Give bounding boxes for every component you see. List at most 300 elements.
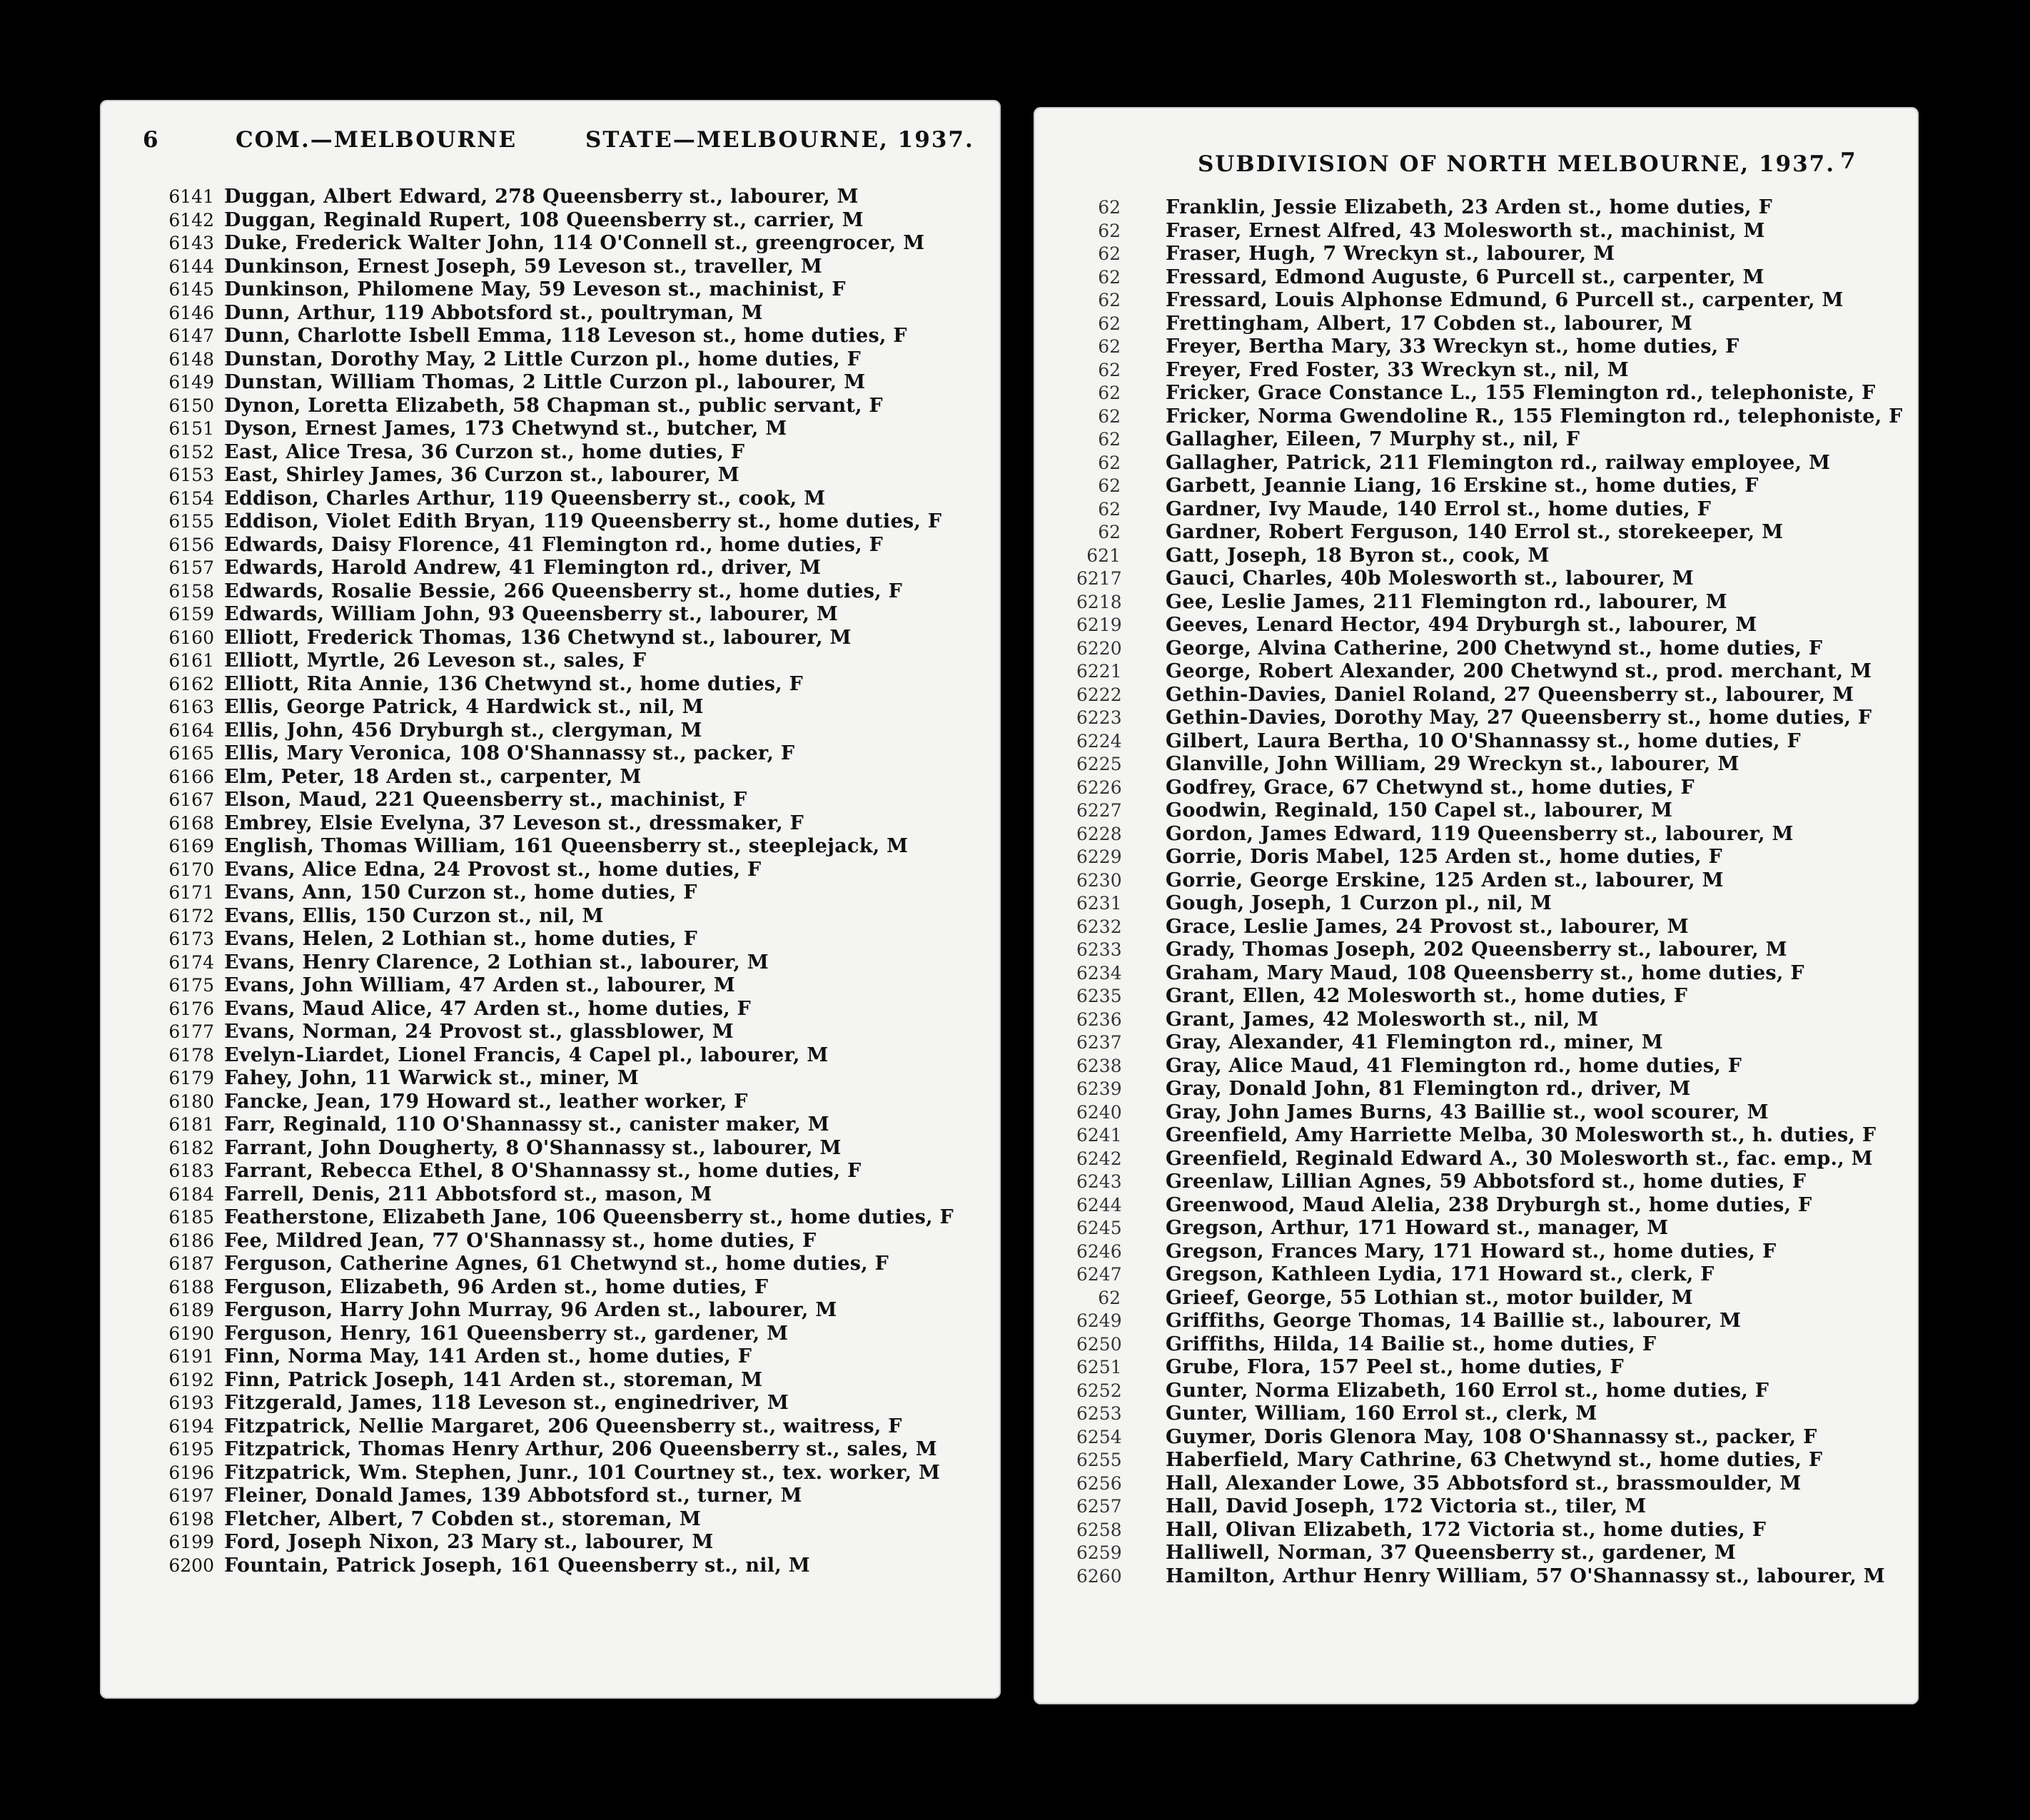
entry-text: Haberfield, Mary Cathrine, 63 Chetwynd st., home duties, F xyxy=(1166,1449,1823,1471)
list-item xyxy=(1076,567,1912,591)
page-number: 6 xyxy=(143,127,160,153)
entry-number: 6220 xyxy=(1076,637,1122,659)
entry-text: Fitzpatrick, Nellie Margaret, 206 Queensberry st., waitress, F xyxy=(224,1415,902,1437)
entry-text: Grube, Flora, 157 Peel st., home duties, F xyxy=(1166,1356,1624,1378)
entry-number: 62 xyxy=(1098,429,1121,450)
entry-number: 6197 xyxy=(168,1485,214,1506)
list-item xyxy=(1076,1356,1912,1380)
entry-number: 6160 xyxy=(168,627,214,648)
entry-number: 6249 xyxy=(1076,1310,1122,1331)
entry-number: 6231 xyxy=(1076,893,1122,914)
entry-text: Fitzpatrick, Thomas Henry Arthur, 206 Queensberry st., sales, M xyxy=(224,1438,937,1460)
entry-number: 6233 xyxy=(1076,939,1122,960)
list-item xyxy=(1076,916,1912,939)
entry-text: Eddison, Violet Edith Bryan, 119 Queensberry st., home duties, F xyxy=(224,510,942,532)
entry-text: Gunter, William, 160 Errol st., clerk, M xyxy=(1166,1402,1597,1425)
entry-number: 6190 xyxy=(168,1323,214,1344)
left-page xyxy=(100,100,1001,1699)
list-item xyxy=(150,1021,992,1044)
entry-text: Farr, Reginald, 110 O'Shannassy st., canister maker, M xyxy=(224,1113,829,1136)
entry-text: Evans, Ann, 150 Curzon st., home duties, F xyxy=(224,881,697,904)
list-item xyxy=(150,371,992,395)
entry-text: Finn, Norma May, 141 Arden st., home duties, F xyxy=(224,1345,752,1367)
list-item xyxy=(150,881,992,905)
list-item xyxy=(150,627,992,650)
list-item xyxy=(1076,545,1912,568)
entry-number: 6148 xyxy=(168,348,214,370)
entry-number: 6195 xyxy=(168,1439,214,1460)
list-item xyxy=(1076,1449,1912,1472)
list-item xyxy=(150,1531,992,1554)
entry-text: Fletcher, Albert, 7 Cobden st., storeman, M xyxy=(224,1507,702,1530)
entry-text: Elm, Peter, 18 Arden st., carpenter, M xyxy=(224,765,642,788)
list-item xyxy=(150,951,992,975)
entry-text: Edwards, William John, 93 Queensberry st., labourer, M xyxy=(224,603,839,625)
list-item xyxy=(1076,1263,1912,1287)
list-item xyxy=(150,1253,992,1276)
entry-number: 6219 xyxy=(1076,615,1122,635)
list-item xyxy=(150,1369,992,1392)
list-item xyxy=(1076,1055,1912,1078)
entry-number: 6200 xyxy=(168,1554,214,1576)
list-item xyxy=(150,1160,992,1183)
entry-text: Freyer, Fred Foster, 33 Wreckyn st., nil, M xyxy=(1166,358,1629,381)
entry-text: Evans, Ellis, 150 Curzon st., nil, M xyxy=(224,904,604,927)
entry-text: Gunter, Norma Elizabeth, 160 Errol st., home duties, F xyxy=(1166,1379,1769,1402)
entry-text: Ford, Joseph Nixon, 23 Mary st., labourer, M xyxy=(224,1531,714,1553)
entry-number: 6252 xyxy=(1076,1380,1122,1401)
entry-number: 6189 xyxy=(168,1300,214,1320)
entry-text: Greenlaw, Lillian Agnes, 59 Abbotsford st., home duties, F xyxy=(1166,1171,1807,1193)
entry-number: 6178 xyxy=(168,1044,214,1066)
list-item xyxy=(150,719,992,743)
entry-number: 6258 xyxy=(1076,1519,1122,1540)
entry-text: Grieef, George, 55 Lothian st., motor builder, M xyxy=(1166,1286,1693,1309)
entry-number: 6176 xyxy=(168,998,214,1019)
entry-text: Dunstan, William Thomas, 2 Little Curzon pl., labourer, M xyxy=(224,371,866,393)
entry-text: Freyer, Bertha Mary, 33 Wreckyn st., home duties, F xyxy=(1166,335,1739,358)
entry-text: Ferguson, Henry, 161 Queensberry st., gardener, M xyxy=(224,1322,789,1345)
entry-number: 62 xyxy=(1098,452,1121,473)
entry-number: 6222 xyxy=(1076,684,1122,705)
entry-text: Griffiths, George Thomas, 14 Baillie st., labourer, M xyxy=(1166,1310,1742,1332)
list-item xyxy=(1076,823,1912,846)
list-item xyxy=(150,1113,992,1137)
list-item xyxy=(1076,1565,1912,1589)
entry-text: Finn, Patrick Joseph, 141 Arden st., storeman, M xyxy=(224,1368,763,1391)
list-item xyxy=(150,348,992,372)
list-item xyxy=(1076,498,1912,522)
list-item xyxy=(1076,452,1912,475)
entry-number: 6247 xyxy=(1076,1264,1122,1285)
list-item xyxy=(150,441,992,465)
entry-number: 6182 xyxy=(168,1137,214,1158)
list-item xyxy=(1076,313,1912,336)
entry-number: 6186 xyxy=(168,1230,214,1251)
entry-text: Ellis, George Patrick, 4 Hardwick st., nil, M xyxy=(224,696,704,718)
entry-number: 6246 xyxy=(1076,1240,1122,1262)
list-item xyxy=(1076,962,1912,986)
entry-number: 6227 xyxy=(1076,800,1122,821)
entry-text: Ferguson, Catherine Agnes, 61 Chetwynd st., home duties, F xyxy=(224,1253,889,1275)
entry-text: Gray, Alice Maud, 41 Flemington rd., home duties, F xyxy=(1166,1054,1742,1077)
list-item xyxy=(1076,1171,1912,1194)
header-title: SUBDIVISION OF NORTH MELBOURNE, 1937. xyxy=(1198,151,1836,177)
entry-number: 6144 xyxy=(168,256,214,277)
entry-number: 6228 xyxy=(1076,823,1122,844)
entry-text: Hall, Alexander Lowe, 35 Abbotsford st., brassmoulder, M xyxy=(1166,1472,1802,1495)
list-item xyxy=(1076,637,1912,661)
entry-number: 6166 xyxy=(168,766,214,787)
entry-number: 6167 xyxy=(168,789,214,810)
list-item xyxy=(1076,1031,1912,1055)
entry-number: 6165 xyxy=(168,743,214,764)
entry-text: Gallagher, Patrick, 211 Flemington rd., railway employee, M xyxy=(1166,451,1831,474)
entry-number: 6199 xyxy=(168,1532,214,1552)
list-item xyxy=(150,696,992,719)
list-item xyxy=(150,1415,992,1439)
entry-number: 6163 xyxy=(168,697,214,717)
entry-number: 62 xyxy=(1098,405,1121,427)
list-item xyxy=(150,1462,992,1485)
entry-text: Farrell, Denis, 211 Abbotsford st., mason, M xyxy=(224,1183,712,1205)
entry-text: Dunstan, Dorothy May, 2 Little Curzon pl., home duties, F xyxy=(224,348,862,370)
right-page xyxy=(1034,107,1919,1704)
entry-text: Hall, Olivan Elizabeth, 172 Victoria st., home duties, F xyxy=(1166,1518,1767,1541)
entry-number: 6173 xyxy=(168,929,214,949)
list-item xyxy=(150,395,992,418)
entry-number: 6196 xyxy=(168,1462,214,1483)
list-item xyxy=(1076,1194,1912,1218)
list-item xyxy=(1076,405,1912,429)
entry-number: 6151 xyxy=(168,418,214,439)
entry-text: Fee, Mildred Jean, 77 O'Shannassy st., home duties, F xyxy=(224,1229,817,1252)
list-item xyxy=(150,812,992,836)
entry-text: Godfrey, Grace, 67 Chetwynd st., home duties, F xyxy=(1166,776,1695,799)
list-item xyxy=(1076,1380,1912,1403)
list-item xyxy=(150,1044,992,1068)
list-item xyxy=(150,649,992,673)
entry-number: 621 xyxy=(1086,545,1121,566)
entry-number: 6174 xyxy=(168,951,214,973)
entry-number: 6259 xyxy=(1076,1542,1122,1563)
list-item xyxy=(1076,382,1912,405)
entry-number: 6260 xyxy=(1076,1565,1122,1587)
entry-number: 6241 xyxy=(1076,1125,1122,1146)
entry-number: 6175 xyxy=(168,975,214,996)
entry-number: 6155 xyxy=(168,511,214,532)
entry-number: 6238 xyxy=(1076,1055,1122,1076)
list-item xyxy=(1076,1472,1912,1496)
list-item xyxy=(1076,359,1912,383)
entry-number: 6187 xyxy=(168,1253,214,1274)
entry-number: 6183 xyxy=(168,1161,214,1181)
entry-number: 62 xyxy=(1098,475,1121,496)
list-item xyxy=(1076,1519,1912,1542)
entry-number: 62 xyxy=(1098,1287,1121,1308)
entry-text: Gee, Leslie James, 211 Flemington rd., labourer, M xyxy=(1166,590,1727,613)
entry-text: Gray, John James Burns, 43 Baillie st., wool scourer, M xyxy=(1166,1101,1769,1123)
entry-number: 6145 xyxy=(168,279,214,300)
entry-text: Hamilton, Arthur Henry William, 57 O'Shannassy st., labourer, M xyxy=(1166,1564,1885,1587)
entry-text: Hall, David Joseph, 172 Victoria st., tiler, M xyxy=(1166,1495,1647,1517)
entry-text: Elliott, Rita Annie, 136 Chetwynd st., home duties, F xyxy=(224,672,804,695)
entry-text: Edwards, Rosalie Bessie, 266 Queensberry st., home duties, F xyxy=(224,580,903,602)
list-item xyxy=(150,278,992,302)
entry-text: Fountain, Patrick Joseph, 161 Queensberry st., nil, M xyxy=(224,1554,810,1577)
entry-text: Dunkinson, Philomene May, 59 Leveson st., machinist, F xyxy=(224,278,846,300)
list-item xyxy=(1076,428,1912,452)
entry-number: 6164 xyxy=(168,719,214,741)
list-item xyxy=(1076,591,1912,615)
entry-number: 6240 xyxy=(1076,1101,1122,1123)
entry-text: Fahey, John, 11 Warwick st., miner, M xyxy=(224,1067,640,1089)
entry-number: 62 xyxy=(1098,336,1121,357)
entry-text: Fressard, Edmond Auguste, 6 Purcell st., carpenter, M xyxy=(1166,266,1764,288)
entry-text: Dynon, Loretta Elizabeth, 58 Chapman st., public servant, F xyxy=(224,394,884,417)
entry-text: Evans, John William, 47 Arden st., labourer, M xyxy=(224,974,736,996)
list-item xyxy=(150,487,992,511)
entry-text: Evans, Alice Edna, 24 Provost st., home duties, F xyxy=(224,858,762,881)
list-item xyxy=(150,464,992,487)
entry-number: 6239 xyxy=(1076,1078,1122,1099)
entry-number: 6242 xyxy=(1076,1148,1122,1169)
entry-text: East, Shirley James, 36 Curzon st., labourer, M xyxy=(224,464,739,486)
list-item xyxy=(150,1067,992,1091)
entry-number: 6180 xyxy=(168,1091,214,1112)
list-item xyxy=(1076,753,1912,777)
entry-number: 6154 xyxy=(168,487,214,509)
entry-text: Edwards, Harold Andrew, 41 Flemington rd., driver, M xyxy=(224,557,822,579)
entry-text: Evelyn-Liardet, Lionel Francis, 4 Capel pl., labourer, M xyxy=(224,1043,829,1066)
entry-number: 6179 xyxy=(168,1068,214,1088)
list-item xyxy=(1076,707,1912,730)
entry-text: Dunn, Arthur, 119 Abbotsford st., poultryman, M xyxy=(224,301,763,324)
entry-text: Eddison, Charles Arthur, 119 Queensberry st., cook, M xyxy=(224,487,826,510)
entry-text: Evans, Henry Clarence, 2 Lothian st., labourer, M xyxy=(224,951,769,974)
entry-text: Greenfield, Reginald Edward A., 30 Molesworth st., fac. emp., M xyxy=(1166,1147,1873,1170)
entry-number: 6236 xyxy=(1076,1008,1122,1030)
list-item xyxy=(1076,1426,1912,1450)
entry-text: Goodwin, Reginald, 150 Capel st., labourer, M xyxy=(1166,799,1673,821)
entry-number: 6217 xyxy=(1076,568,1122,589)
list-item xyxy=(1076,1402,1912,1426)
list-item xyxy=(1076,799,1912,823)
entry-text: English, Thomas William, 161 Queensberry st., steeplejack, M xyxy=(224,835,909,857)
entry-text: Embrey, Elsie Evelyna, 37 Leveson st., dressmaker, F xyxy=(224,812,804,834)
list-item xyxy=(1076,243,1912,266)
entry-number: 6150 xyxy=(168,395,214,416)
entry-text: Evans, Helen, 2 Lothian st., home duties, F xyxy=(224,928,698,950)
entry-text: Grace, Leslie James, 24 Provost st., labourer, M xyxy=(1166,915,1689,938)
list-item xyxy=(150,766,992,789)
entry-text: Fraser, Hugh, 7 Wreckyn st., labourer, M xyxy=(1166,243,1615,265)
list-item xyxy=(1076,614,1912,637)
list-item xyxy=(150,673,992,697)
entry-text: Gregson, Frances Mary, 171 Howard st., home duties, F xyxy=(1166,1240,1777,1263)
entry-text: Grady, Thomas Joseph, 202 Queensberry st., labourer, M xyxy=(1166,939,1787,961)
list-item xyxy=(150,510,992,534)
list-item xyxy=(150,209,992,233)
entry-text: Gilbert, Laura Bertha, 10 O'Shannassy st., home duties, F xyxy=(1166,729,1801,752)
entry-text: Geeves, Lenard Hector, 494 Dryburgh st., labourer, M xyxy=(1166,614,1757,636)
entry-number: 6185 xyxy=(168,1207,214,1228)
entry-text: Fitzgerald, James, 118 Leveson st., enginedriver, M xyxy=(224,1392,789,1414)
list-item xyxy=(150,1230,992,1253)
entry-text: George, Alvina Catherine, 200 Chetwynd st., home duties, F xyxy=(1166,637,1823,659)
entry-text: Gorrie, Doris Mabel, 125 Arden st., home duties, F xyxy=(1166,846,1723,868)
entry-number: 6237 xyxy=(1076,1032,1122,1053)
entry-number: 6156 xyxy=(168,534,214,555)
list-item xyxy=(150,1299,992,1323)
entry-number: 6253 xyxy=(1076,1403,1122,1424)
entry-text: Gregson, Arthur, 171 Howard st., manager, M xyxy=(1166,1217,1669,1239)
entry-number: 6235 xyxy=(1076,986,1122,1006)
list-item xyxy=(150,1345,992,1369)
entry-number: 62 xyxy=(1098,290,1121,310)
entry-number: 6192 xyxy=(168,1369,214,1390)
entry-number: 62 xyxy=(1098,383,1121,403)
list-item xyxy=(150,557,992,580)
entry-number: 6184 xyxy=(168,1183,214,1205)
entry-number: 6245 xyxy=(1076,1218,1122,1238)
list-item xyxy=(1076,660,1912,684)
entry-number: 6188 xyxy=(168,1276,214,1298)
entry-text: Evans, Norman, 24 Provost st., glassblower, M xyxy=(224,1021,734,1043)
entry-number: 6243 xyxy=(1076,1171,1122,1192)
entry-text: Ferguson, Elizabeth, 96 Arden st., home duties, F xyxy=(224,1275,769,1298)
entry-number: 62 xyxy=(1098,197,1121,218)
entry-number: 6162 xyxy=(168,673,214,694)
entry-text: Duke, Frederick Walter John, 114 O'Connell st., greengrocer, M xyxy=(224,232,925,254)
entry-number: 6224 xyxy=(1076,730,1122,752)
entry-text: Fancke, Jean, 179 Howard st., leather worker, F xyxy=(224,1090,748,1113)
entry-number: 6191 xyxy=(168,1346,214,1367)
entry-number: 62 xyxy=(1098,266,1121,288)
entry-text: Fitzpatrick, Wm. Stephen, Junr., 101 Courtney st., tex. worker, M xyxy=(224,1461,941,1484)
list-item xyxy=(150,1206,992,1230)
entry-number: 62 xyxy=(1098,220,1121,241)
entry-text: Fricker, Norma Gwendoline R., 155 Flemington rd., telephoniste, F xyxy=(1166,405,1903,428)
entry-text: Fressard, Louis Alphonse Edmund, 6 Purcell st., carpenter, M xyxy=(1166,289,1844,311)
entry-number: 6157 xyxy=(168,557,214,578)
list-item xyxy=(1076,684,1912,707)
entry-text: Fricker, Grace Constance L., 155 Flemington rd., telephoniste, F xyxy=(1166,382,1876,404)
list-item xyxy=(150,789,992,812)
entry-number: 6198 xyxy=(168,1508,214,1530)
entry-text: Gardner, Robert Ferguson, 140 Errol st., storekeeper, M xyxy=(1166,521,1784,543)
entry-number: 62 xyxy=(1098,313,1121,334)
list-item xyxy=(150,1485,992,1508)
entry-text: Elson, Maud, 221 Queensberry st., machinist, F xyxy=(224,789,747,811)
entry-text: Edwards, Daisy Florence, 41 Flemington rd., home duties, F xyxy=(224,533,884,556)
entry-number: 6141 xyxy=(168,186,214,207)
list-item xyxy=(1076,220,1912,243)
entry-text: Glanville, John William, 29 Wreckyn st., labourer, M xyxy=(1166,753,1739,775)
entry-number: 62 xyxy=(1098,359,1121,380)
entry-text: Grant, Ellen, 42 Molesworth st., home duties, F xyxy=(1166,985,1688,1007)
list-item xyxy=(150,186,992,209)
list-item xyxy=(1076,1217,1912,1240)
entry-text: Halliwell, Norman, 37 Queensberry st., gardener, M xyxy=(1166,1542,1737,1564)
list-item xyxy=(1076,266,1912,290)
header-left: COM.—MELBOURNE xyxy=(236,127,517,153)
list-item xyxy=(1076,1333,1912,1357)
entry-number: 6169 xyxy=(168,836,214,856)
entry-number: 6226 xyxy=(1076,777,1122,798)
entry-number: 6251 xyxy=(1076,1357,1122,1377)
list-item xyxy=(150,1323,992,1346)
list-item xyxy=(1076,1542,1912,1565)
list-item xyxy=(1076,846,1912,869)
entry-number: 62 xyxy=(1098,522,1121,542)
list-item xyxy=(1076,1240,1912,1264)
entry-text: Graham, Mary Maud, 108 Queensberry st., home duties, F xyxy=(1166,961,1804,984)
entry-number: 6168 xyxy=(168,812,214,834)
entry-text: Gallagher, Eileen, 7 Murphy st., nil, F xyxy=(1166,428,1580,450)
entry-text: Gorrie, George Erskine, 125 Arden st., labourer, M xyxy=(1166,869,1724,891)
entry-number: 6250 xyxy=(1076,1333,1122,1355)
entry-number: 6232 xyxy=(1076,916,1122,937)
entry-text: Gardner, Ivy Maude, 140 Errol st., home duties, F xyxy=(1166,497,1712,520)
entry-text: Gethin-Davies, Daniel Roland, 27 Queensberry st., labourer, M xyxy=(1166,683,1854,706)
list-item xyxy=(150,974,992,998)
list-item xyxy=(150,742,992,766)
list-item xyxy=(150,1554,992,1578)
entry-text: Elliott, Myrtle, 26 Leveson st., sales, F xyxy=(224,649,647,672)
entry-text: Gauci, Charles, 40b Molesworth st., labourer, M xyxy=(1166,567,1694,590)
entry-text: Greenwood, Maud Alelia, 238 Dryburgh st., home duties, F xyxy=(1166,1193,1812,1216)
entry-text: Ferguson, Harry John Murray, 96 Arden st., labourer, M xyxy=(224,1299,837,1321)
entry-number: 6149 xyxy=(168,372,214,393)
entry-number: 6194 xyxy=(168,1415,214,1437)
list-item xyxy=(150,302,992,325)
entry-number: 6161 xyxy=(168,650,214,671)
entry-number: 6147 xyxy=(168,325,214,346)
list-item xyxy=(150,905,992,929)
entry-text: Duggan, Reginald Rupert, 108 Queensberry st., carrier, M xyxy=(224,208,864,231)
list-item xyxy=(1076,1008,1912,1032)
entry-number: 6170 xyxy=(168,859,214,880)
entry-text: Evans, Maud Alice, 47 Arden st., home duties, F xyxy=(224,997,752,1020)
entry-number: 62 xyxy=(1098,498,1121,520)
entry-number: 6152 xyxy=(168,441,214,462)
entry-number: 6254 xyxy=(1076,1426,1122,1447)
entry-number: 6234 xyxy=(1076,962,1122,984)
list-item xyxy=(1076,289,1912,313)
entry-text: Frettingham, Albert, 17 Cobden st., labourer, M xyxy=(1166,312,1693,335)
list-item xyxy=(1076,730,1912,754)
list-item xyxy=(150,1183,992,1207)
list-item xyxy=(1076,892,1912,916)
entry-number: 6158 xyxy=(168,580,214,602)
list-item xyxy=(1076,1310,1912,1333)
entry-text: Griffiths, Hilda, 14 Bailie st., home duties, F xyxy=(1166,1333,1657,1355)
entry-number: 6255 xyxy=(1076,1450,1122,1470)
entry-text: East, Alice Tresa, 36 Curzon st., home duties, F xyxy=(224,440,745,463)
entry-number: 6177 xyxy=(168,1021,214,1042)
entry-number: 6193 xyxy=(168,1392,214,1413)
list-item xyxy=(1076,196,1912,220)
entry-text: Dunn, Charlotte Isbell Emma, 118 Leveson st., home duties, F xyxy=(224,325,907,347)
entry-text: Duggan, Albert Edward, 278 Queensberry st., labourer, M xyxy=(224,186,859,208)
list-item xyxy=(1076,1124,1912,1148)
entry-number: 6218 xyxy=(1076,591,1122,612)
list-item xyxy=(1076,1287,1912,1310)
entry-number: 6181 xyxy=(168,1114,214,1135)
entry-text: Greenfield, Amy Harriette Melba, 30 Molesworth st., h. duties, F xyxy=(1166,1124,1877,1146)
entry-text: George, Robert Alexander, 200 Chetwynd st., prod. merchant, M xyxy=(1166,660,1872,682)
